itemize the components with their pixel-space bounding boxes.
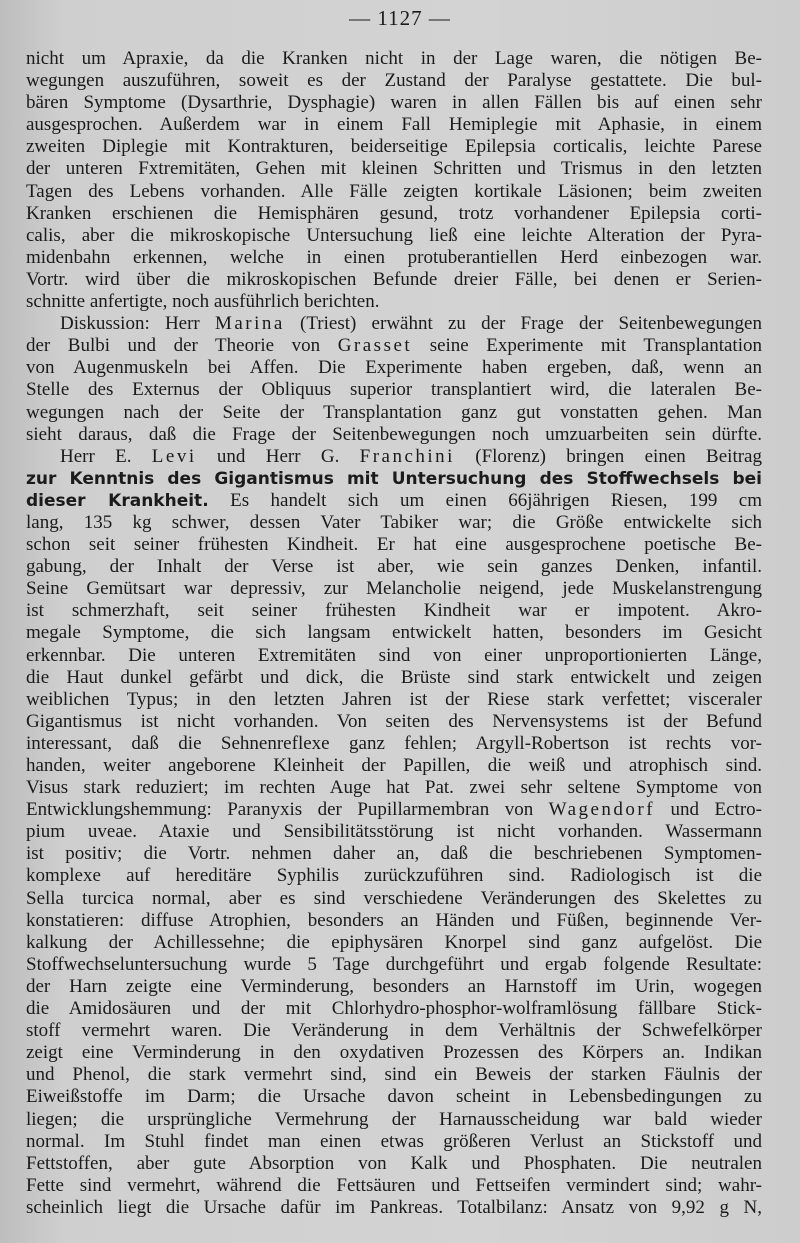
text-line	[26, 799, 762, 821]
text-segment: Vortr. wird über die mikroskopischen Befunde dreier Fälle, bei denen er Serien-	[26, 268, 762, 290]
text-segment: schnitte anfertigte, noch ausführlich berichten.	[26, 291, 380, 313]
text-segment: sieht daraus, daß die Frage der Seitenbewegungen noch umzuarbeiten sein dürfte.	[26, 423, 762, 445]
text-segment: Gigantismus ist nicht vorhanden. Von seiten des Nervensystems ist der Befund	[26, 710, 762, 732]
text-line	[26, 48, 762, 70]
text-segment: kalkung der Achillessehne; die epiphysären Knorpel sind ganz aufgelöst. Die	[26, 931, 762, 953]
text-line	[26, 888, 762, 910]
text-segment: von Augenmuskeln bei Affen. Die Experimente haben ergeben, daß, wenn an	[26, 357, 762, 379]
text-line	[26, 92, 762, 114]
text-segment: ausgesprochen. Außerdem war in einem Fall Hemiplegie mit Aphasie, in einem	[26, 114, 762, 136]
text-segment: (Triest) erwähnt zu der Frage der Seitenbewegungen	[284, 313, 762, 335]
text-segment: weiblichen Typus; in den letzten Jahren ist der Riese stark verfettet; visceraler	[26, 688, 762, 710]
text-line	[26, 1064, 762, 1086]
text-segment: und Ectro-	[655, 799, 762, 821]
text-segment: zweiten Diplegie mit Kontrakturen, beiderseitige Epilepsia corticalis, leichte Parese	[26, 136, 762, 158]
page-number: — 1127 —	[349, 6, 451, 30]
text-segment: gabung, der Inhalt der Verse ist aber, wie sein ganzes Denken, infantil.	[26, 556, 762, 578]
spaced-name-segment: Franchini	[359, 445, 455, 467]
bold-title-segment: dieser Krankheit.	[26, 490, 209, 511]
text-segment: Fette sind vermehrt, während die Fettsäuren und Fettseifen vermindert sind; wahr-	[26, 1174, 762, 1196]
text-line	[26, 490, 762, 512]
text-line	[26, 136, 762, 158]
text-segment: nicht um Apraxie, da die Kranken nicht in der Lage waren, die nötigen Be-	[26, 48, 762, 69]
text-line	[26, 600, 762, 622]
text-line	[26, 313, 762, 335]
text-segment: Diskussion: Herr	[60, 313, 215, 335]
text-line	[26, 70, 762, 92]
text-segment: stoff vermehrt waren. Die Veränderung in dem Verhältnis der Schwefelkörper	[26, 1020, 762, 1042]
text-line	[26, 755, 762, 777]
text-line	[26, 1042, 762, 1064]
text-segment: Eiweißstoffe im Darm; die Ursache davon scheint in Lebensbedingungen zu	[26, 1086, 762, 1108]
text-segment: Tagen des Lebens vorhanden. Alle Fälle zeigten kortikale Läsionen; beim zweiten	[26, 180, 762, 202]
text-segment: normal. Im Stuhl findet man einen etwas größeren Verlust an Stickstoff und	[26, 1130, 762, 1152]
text-segment: konstatieren: diffuse Atrophien, besonders an Händen und Füßen, beginnende Ver-	[26, 909, 762, 931]
text-line	[26, 954, 762, 976]
text-segment: bären Symptome (Dysarthrie, Dysphagie) waren in allen Fällen bis auf einen sehr	[26, 92, 762, 114]
text-line	[26, 1109, 762, 1131]
text-line	[26, 181, 762, 203]
text-segment: und Phenol, die stark vermehrt sind, sind ein Beweis der starken Fäulnis der	[26, 1064, 762, 1086]
text-line	[26, 733, 762, 755]
body-text	[26, 48, 762, 1219]
spaced-name-segment: Grasset	[337, 335, 413, 357]
text-segment: Fettstoffen, aber gute Absorption von Kalk und Phosphaten. Die neutralen	[26, 1152, 762, 1174]
text-segment: komplexe auf hereditäre Syphilis zurückzuführen sind. Radiologisch ist die	[26, 865, 762, 887]
text-line	[26, 689, 762, 711]
text-line	[26, 645, 762, 667]
text-segment: Kranken erschienen die Hemisphären gesund, trotz vorhandener Epilepsia corti-	[26, 202, 762, 224]
text-line	[26, 578, 762, 600]
text-segment: Seine Gemütsart war depressiv, zur Melancholie neigend, jede Muskelanstrengung	[26, 578, 762, 600]
text-segment: die Haut dunkel gefärbt und dick, die Brüste sind stark entwickelt und zeigen	[26, 666, 762, 688]
text-line	[26, 446, 762, 468]
text-segment: Stoffwechseluntersuchung wurde 5 Tage durchgeführt und ergab folgende Resultate:	[26, 953, 762, 975]
text-segment: und Herr G.	[196, 445, 360, 467]
text-segment: Herr E.	[60, 445, 152, 467]
text-line	[26, 357, 762, 379]
spaced-name-segment: Marina	[214, 313, 285, 335]
text-segment: liegen; die ursprüngliche Vermehrung der Harnausscheidung war bald wieder	[26, 1108, 762, 1130]
text-line	[26, 203, 762, 225]
text-segment: wegungen auszuführen, soweit es der Zustand der Paralyse gestattete. Die bul-	[26, 70, 762, 92]
text-segment: schon seit seiner frühesten Kindheit. Er hat eine ausgesprochene poetische Be-	[26, 534, 762, 556]
text-line	[26, 1086, 762, 1108]
text-segment: Sella turcica normal, aber es sind verschiedene Veränderungen des Skelettes zu	[26, 887, 762, 909]
text-line	[26, 556, 762, 578]
text-segment: der unteren Fxtremitäten, Gehen mit kleinen Schritten und Trismus in den letzten	[26, 158, 762, 180]
text-line	[26, 622, 762, 644]
text-line	[26, 821, 762, 843]
text-segment: der Bulbi und der Theorie von	[26, 335, 338, 357]
text-line	[26, 512, 762, 534]
text-segment: erkennbar. Die unteren Extremitäten sind von einer unproportionierten Länge,	[26, 644, 762, 666]
text-line	[26, 247, 762, 269]
text-line	[26, 843, 762, 865]
text-segment: scheinlich liegt die Ursache dafür im Pankreas. Totalbilanz: Ansatz von 9,92 g N,	[26, 1196, 762, 1218]
text-segment: (Florenz) bringen einen Beitrag	[454, 445, 762, 467]
text-segment: megale Symptome, die sich langsam entwickelt hatten, besonders im Gesicht	[26, 622, 762, 644]
text-line	[26, 667, 762, 689]
text-line	[26, 158, 762, 180]
text-segment: Es handelt sich um einen 66jährigen Riesen, 199 cm	[208, 489, 762, 511]
text-line	[26, 1131, 762, 1153]
text-line	[26, 379, 762, 401]
text-line	[26, 910, 762, 932]
spaced-name-segment: Wagendorf	[548, 799, 656, 821]
text-segment: midenbahn erkennen, welche in einen protuberantiellen Herd einbezogen war.	[26, 246, 762, 268]
text-segment: calis, aber die mikroskopische Untersuchung ließ eine leichte Alteration der Pyra-	[26, 224, 762, 246]
text-line	[26, 335, 762, 357]
text-segment: seine Experimente mit Transplantation	[412, 335, 762, 357]
text-line	[26, 1153, 762, 1175]
text-segment: ist schmerzhaft, seit seiner frühesten Kindheit war er impotent. Akro-	[26, 600, 762, 622]
text-line	[26, 1020, 762, 1042]
text-line	[26, 534, 762, 556]
text-segment: pium uveae. Ataxie und Sensibilitätsstörung ist nicht vorhanden. Wassermann	[26, 821, 762, 843]
text-line	[26, 424, 762, 446]
text-line	[26, 114, 762, 136]
text-line	[26, 291, 762, 313]
text-line	[26, 998, 762, 1020]
text-segment: interessant, daß die Sehnenreflexe ganz fehlen; Argyll-Robertson ist rechts vor-	[26, 732, 762, 754]
text-line	[26, 1197, 762, 1219]
text-segment: die Amidosäuren und der mit Chlorhydro-phosphor-wolframlösung fällbare Stick-	[26, 998, 762, 1020]
text-line	[26, 402, 762, 424]
text-segment: Visus stark reduziert; im rechten Auge hat Pat. zwei sehr seltene Symptome von	[26, 777, 762, 799]
text-line	[26, 777, 762, 799]
text-segment: ist positiv; die Vortr. nehmen daher an, daß die beschriebenen Symptomen-	[26, 843, 762, 865]
text-segment: Entwicklungshemmung: Paranyxis der Pupillarmembran von	[26, 799, 549, 821]
text-line	[26, 711, 762, 733]
text-line	[26, 225, 762, 247]
text-line	[26, 269, 762, 291]
text-segment: der Harn zeigte eine Verminderung, besonders an Harnstoff im Urin, wogegen	[26, 975, 762, 997]
text-segment: zeigt eine Verminderung in den oxydativen Prozessen des Körpers an. Indikan	[26, 1042, 762, 1064]
text-segment: wegungen nach der Seite der Transplantation ganz gut vonstatten gehen. Man	[26, 401, 762, 423]
text-line	[26, 976, 762, 998]
text-line	[26, 1175, 762, 1197]
text-segment: lang, 135 kg schwer, dessen Vater Tabiker war; die Größe entwickelte sich	[26, 511, 762, 533]
text-line	[26, 468, 762, 490]
text-line	[26, 932, 762, 954]
text-segment: Stelle des Externus der Obliquus superior transplantiert wird, die lateralen Be-	[26, 379, 762, 401]
bold-title-segment: zur Kenntnis des Gigantismus mit Untersuchung des Stoffwechsels bei	[26, 468, 762, 489]
text-line	[26, 865, 762, 887]
spaced-name-segment: Levi	[151, 445, 197, 467]
text-segment: handen, weiter angeborene Kleinheit der Papillen, die weiß und atrophisch sind.	[26, 755, 762, 776]
